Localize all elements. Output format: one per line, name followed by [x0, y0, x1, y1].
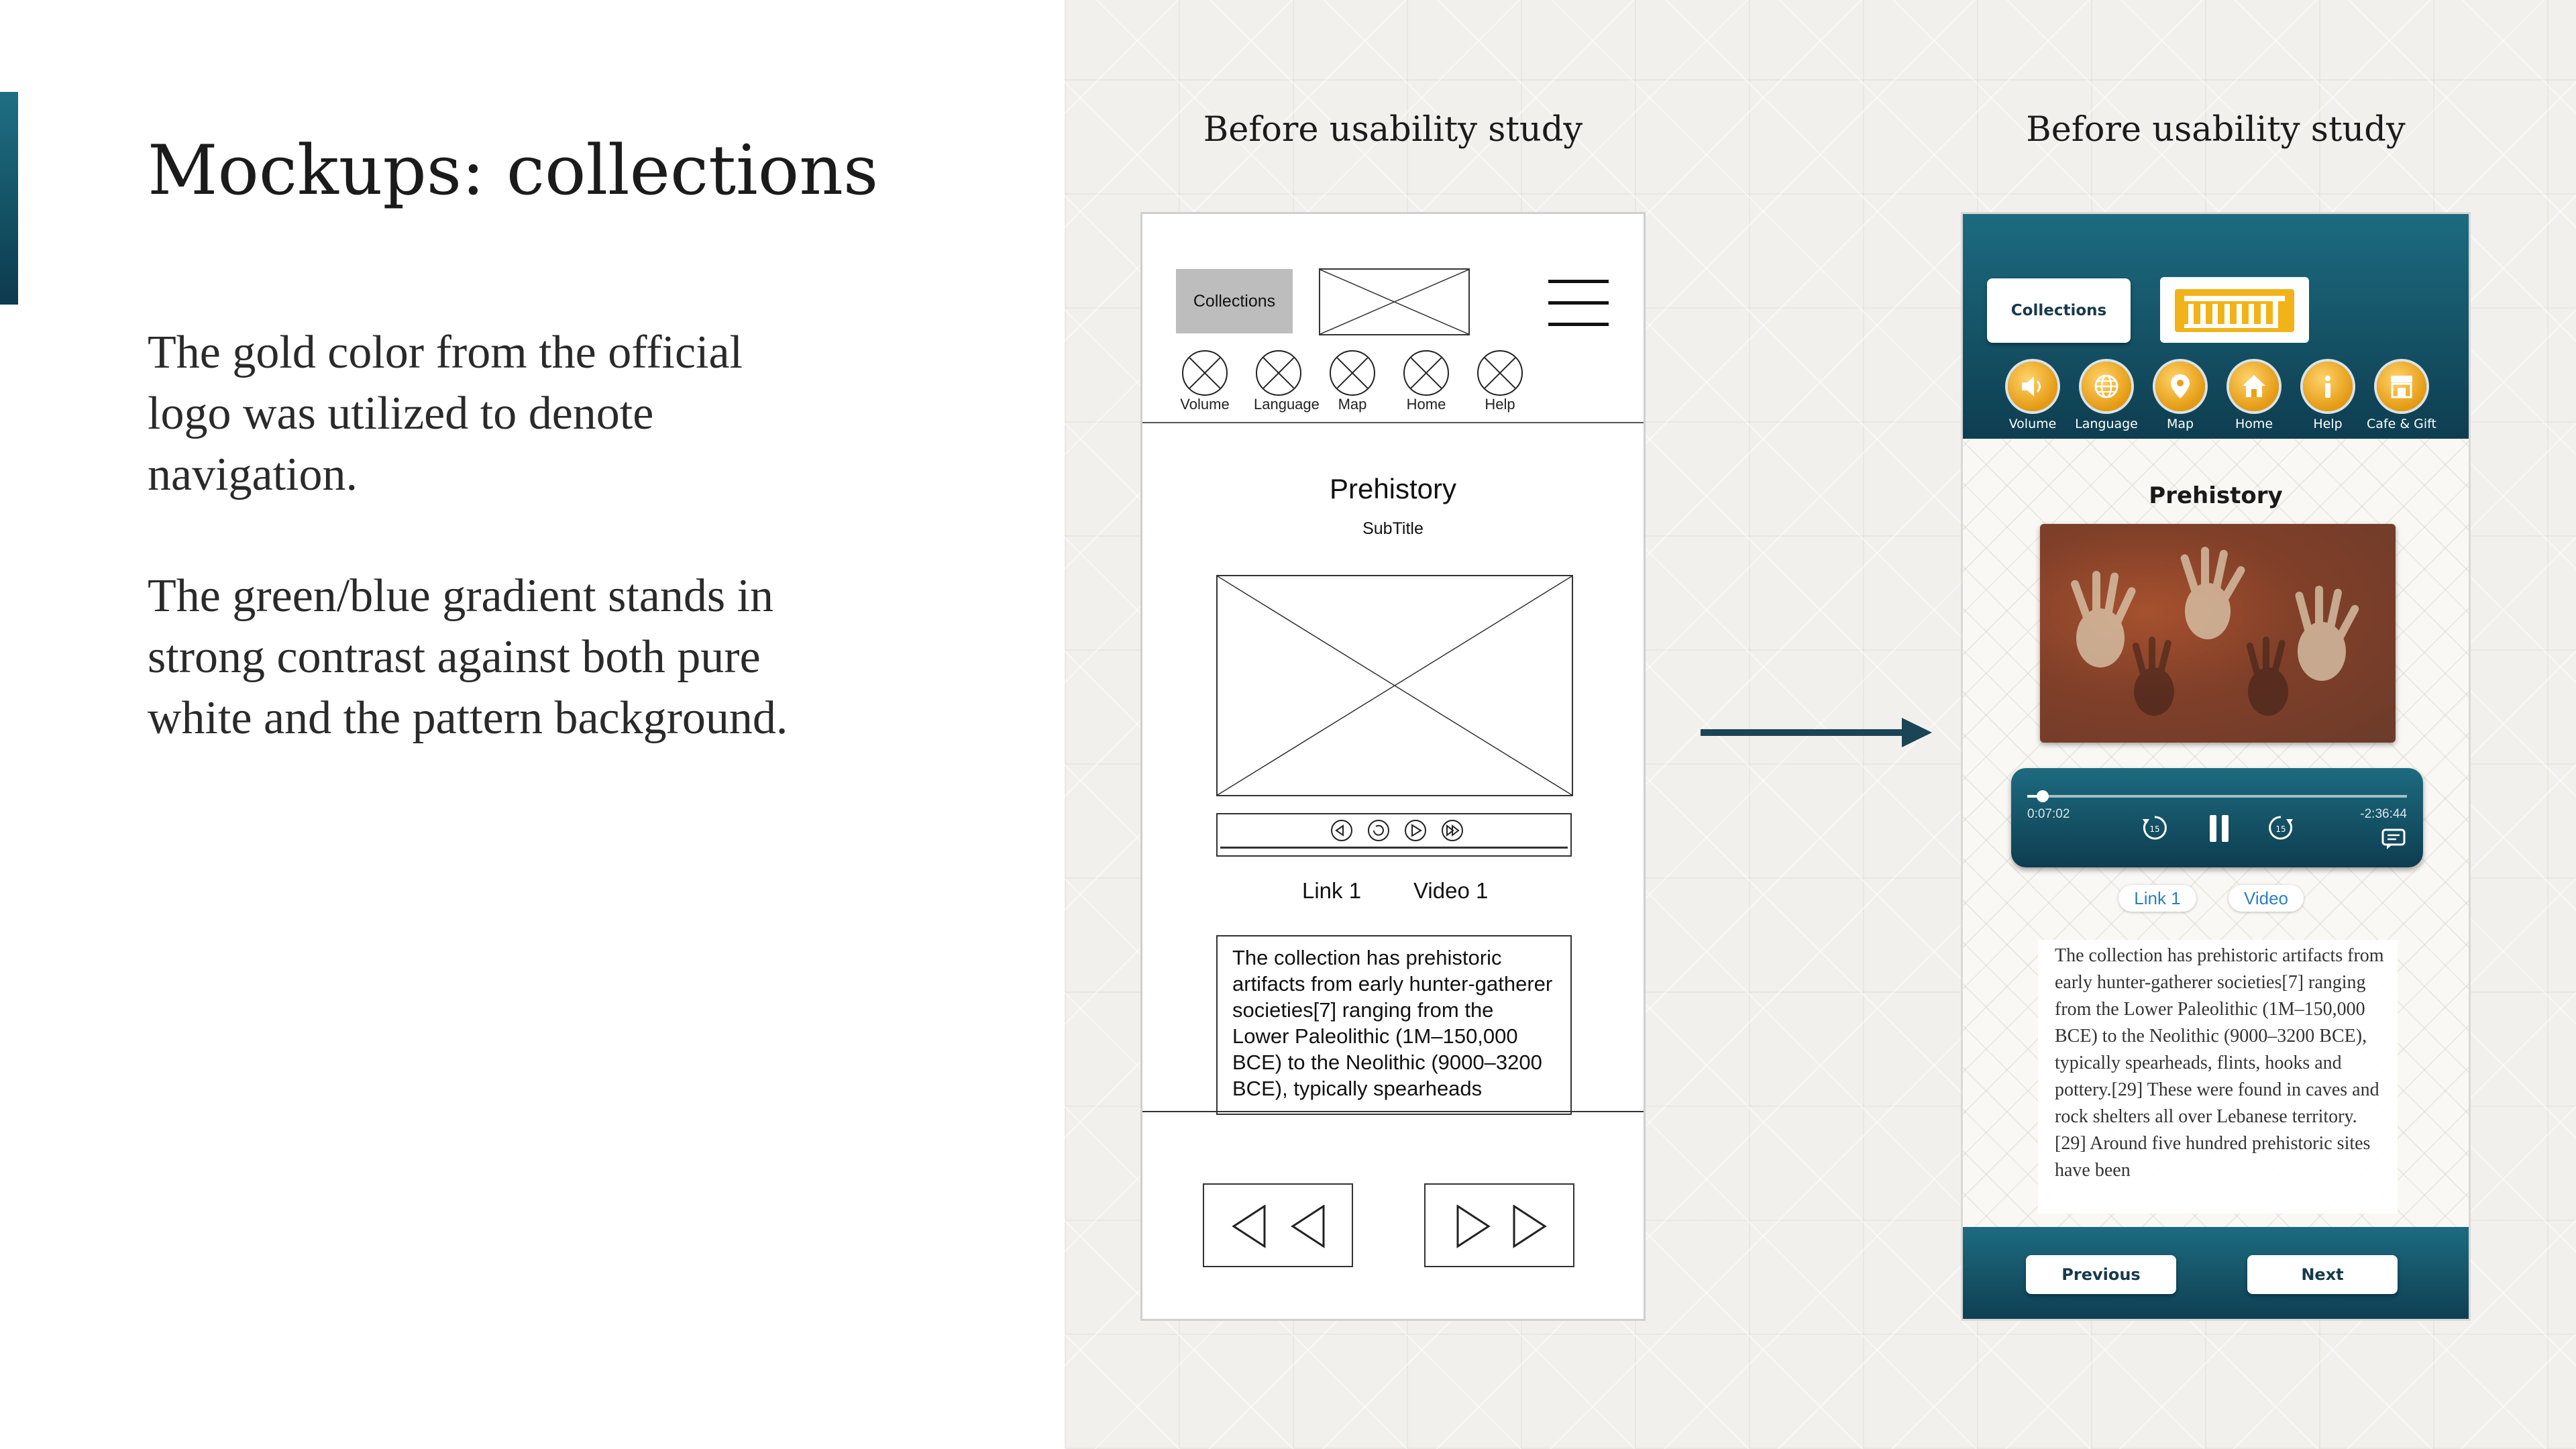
placeholder-x-icon [1477, 350, 1523, 396]
progress-track[interactable] [1220, 847, 1568, 849]
nav-volume[interactable] [1996, 362, 2070, 431]
placeholder-x-icon [1182, 350, 1228, 396]
wireframe-mockup [1140, 212, 1646, 1321]
nav-label: Volume [2008, 417, 2057, 431]
page-title: Prehistory [1329, 473, 1457, 504]
nav-label: Language [1254, 396, 1320, 413]
fast-forward-icon [1455, 1205, 1552, 1248]
nav-map[interactable] [2143, 362, 2217, 431]
logo-placeholder [1319, 268, 1470, 335]
placeholder-x-icon [1330, 350, 1375, 396]
nav-language[interactable] [1254, 350, 1320, 413]
hamburger-menu-icon[interactable] [1548, 280, 1609, 327]
globe-icon [2093, 373, 2120, 400]
description-textbox [2038, 940, 2398, 1214]
nav-label: Help [2313, 417, 2343, 431]
nav-label: Home [2235, 417, 2273, 431]
cave-painting-image [2040, 524, 2396, 743]
nav-help[interactable] [1475, 350, 1525, 413]
svg-text:15: 15 [2275, 824, 2286, 834]
collections-button[interactable]: Collections [1987, 278, 2131, 343]
accent-bar [0, 92, 18, 305]
placeholder-x-icon [1403, 350, 1449, 396]
nav-help[interactable] [2291, 362, 2365, 431]
hifi-mockup [1961, 212, 2471, 1321]
nav-volume[interactable] [1180, 350, 1230, 413]
nav-label: Home [1406, 396, 1446, 413]
nav-label: Language [2075, 417, 2138, 431]
nav-cafe-gift[interactable] [2365, 362, 2438, 431]
volume-icon [2019, 373, 2046, 400]
museum-logo [2160, 277, 2309, 343]
link-1[interactable]: Link 1 [2118, 885, 2196, 912]
nav-map[interactable] [1328, 350, 1377, 413]
nav-label: Cafe & Gift [2367, 417, 2436, 431]
remaining-time: -2:36:44 [2360, 807, 2407, 821]
description-text: The collection has prehistoric artifacts from early hunter-gatherer societies[7] ranging from the Lower Paleolithic (1M–150,000 BCE) to the Neolithic (9000–3200 BCE), typically spearheads, flints, hooks and pottery.[29] These were found in caves and rock shelters all over Lebanese territory.[29] Around five hundred prehistoric sites have been [2055, 945, 2384, 1181]
right-arrow-icon [1701, 714, 1932, 751]
caption-wireframe: Before usability study [1203, 110, 1583, 150]
nav-label: Map [1338, 396, 1367, 413]
store-icon [2388, 373, 2415, 400]
elapsed-time: 0:07:02 [2027, 807, 2070, 821]
previous-button[interactable]: Previous [2026, 1255, 2176, 1294]
museum-logo-icon [2175, 289, 2294, 332]
nav-home[interactable] [1401, 350, 1451, 413]
progress-handle[interactable] [2037, 790, 2049, 802]
cave-painting-art [2040, 524, 2396, 743]
description-paragraph-2: The green/blue gradient stands in strong contrast against both pure white and the pattern background. [148, 570, 788, 744]
nav-label: Volume [1180, 396, 1230, 413]
forward-15-icon[interactable] [2267, 814, 2295, 842]
description-text: The collection has prehistoric artifacts from early hunter-gatherer societies[7] ranging from the Lower Paleolithic (1M–150,000 BCE) to the Neolithic (9000–3200 BCE), typically spearheads [1232, 946, 1553, 1100]
media-player [2011, 768, 2423, 867]
info-icon [2314, 373, 2341, 400]
nav-label: Help [1485, 396, 1515, 413]
collections-button[interactable]: Collections [1176, 269, 1293, 333]
footer-divider [1142, 1111, 1644, 1112]
rewind-icon [1231, 1205, 1328, 1248]
video-1-link[interactable]: Video 1 [1413, 878, 1489, 903]
description-textbox [1216, 935, 1572, 1115]
map-pin-icon [2167, 373, 2194, 400]
page-title: Prehistory [2149, 482, 2283, 509]
video-link[interactable]: Video [2229, 885, 2304, 912]
media-controls [1330, 818, 1464, 845]
link-1[interactable]: Link 1 [1302, 878, 1362, 903]
nav-language[interactable] [2070, 362, 2143, 431]
progress-track[interactable] [2027, 795, 2407, 798]
page-subtitle: SubTitle [1362, 519, 1424, 538]
nav-label: Map [2166, 417, 2194, 431]
media-player-bar [1216, 813, 1572, 857]
next-button[interactable]: Next [2247, 1255, 2398, 1294]
previous-button[interactable] [1203, 1183, 1353, 1267]
next-button[interactable] [1424, 1183, 1574, 1267]
slide-title: Mockups: collections [148, 131, 879, 211]
placeholder-x-icon [1256, 350, 1301, 396]
description-paragraph-1: The gold color from the official logo was utilized to denote navigation. [148, 327, 743, 500]
nav-home[interactable] [2217, 362, 2291, 431]
image-placeholder [1216, 575, 1573, 796]
captions-icon[interactable] [2381, 828, 2406, 850]
svg-text:15: 15 [2149, 824, 2160, 834]
rewind-15-icon[interactable] [2141, 814, 2169, 842]
header-divider [1142, 422, 1644, 423]
caption-hifi: Before usability study [2026, 110, 2406, 150]
home-icon [2241, 373, 2267, 400]
pause-icon[interactable] [2206, 814, 2233, 843]
